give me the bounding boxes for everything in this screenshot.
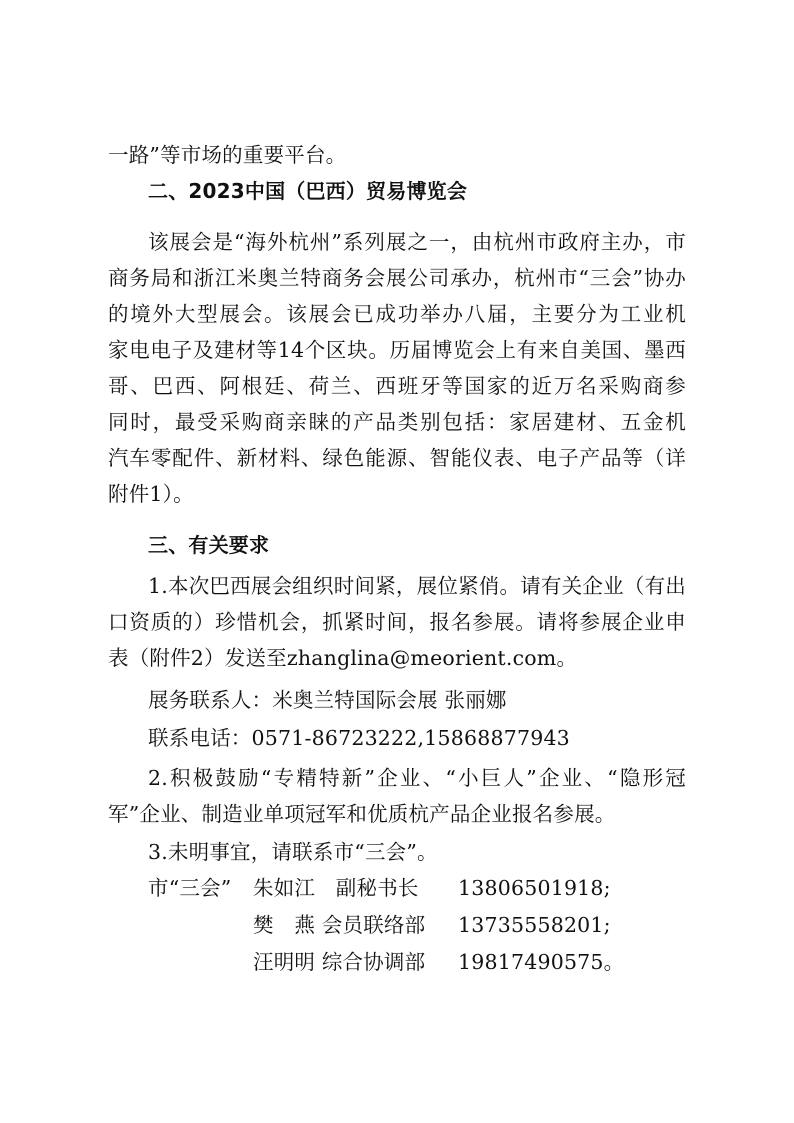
paragraph-line: 该展会是“海外杭州”系列展之一，由杭州市政府主办，市 (148, 230, 686, 254)
contact-name-role: 樊 燕 会员联络部 (253, 913, 426, 937)
contact-phone: 19817490575。 (458, 950, 625, 974)
requirement-item-2-line: 2.积极鼓励“专精特新”企业、“小巨人”企业、“隐形冠 (148, 766, 686, 790)
paragraph-line: 哥、巴西、阿根廷、荷兰、西班牙等国家的近万名采购商参 (108, 374, 686, 398)
contact-org-label: 市“三会” (148, 876, 232, 900)
contact-phone: 13806501918; (458, 876, 611, 900)
contact-row (0, 870, 794, 906)
paragraph-line: 附件1）。 (108, 482, 194, 506)
section-heading-requirements: 三、有关要求 (148, 533, 270, 557)
exhibition-contact-phone: 联系电话：0571-86723222,15868877943 (148, 726, 570, 750)
requirement-item-1-line: 1.本次巴西展会组织时间紧，展位紧俏。请有关企业（有出 (148, 574, 686, 598)
contact-phone: 13735558201; (458, 913, 611, 937)
contact-name-role: 汪明明 综合协调部 (253, 950, 426, 974)
paragraph-line: 同时，最受采购商亲睐的产品类别包括：家居建材、五金机 (108, 410, 686, 434)
requirement-item-2-line: 军”企业、制造业单项冠军和优质杭产品企业报名参展。 (108, 802, 616, 826)
paragraph-line: 的境外大型展会。该展会已成功举办八届，主要分为工业机 (108, 302, 686, 326)
exhibition-contact-person: 展务联系人：米奥兰特国际会展 张丽娜 (148, 688, 507, 712)
requirement-item-1-line: 口资质的）珍惜机会，抓紧时间，报名参展。请将参展企业申 (108, 610, 686, 634)
paragraph-line: 汽车零配件、新材料、绿色能源、智能仪表、电子产品等（详 (108, 446, 686, 470)
requirement-item-1-line: 表（附件2）发送至zhanglina@meorient.com。 (108, 646, 578, 670)
paragraph-line: 家电电子及建材等14个区块。历届博览会上有来自美国、墨西 (108, 338, 686, 362)
contact-row (0, 907, 794, 943)
paragraph-continuation: 一路”等市场的重要平台。 (108, 143, 347, 167)
section-heading-brazil-expo: 二、2023中国（巴西）贸易博览会 (148, 179, 468, 203)
paragraph-line: 商务局和浙江米奥兰特商务会展公司承办，杭州市“三会”协办 (108, 266, 686, 290)
contact-row (0, 944, 794, 980)
requirement-item-3: 3.未明事宜，请联系市“三会”。 (148, 840, 438, 864)
contact-name-role: 朱如江 副秘书长 (253, 876, 419, 900)
